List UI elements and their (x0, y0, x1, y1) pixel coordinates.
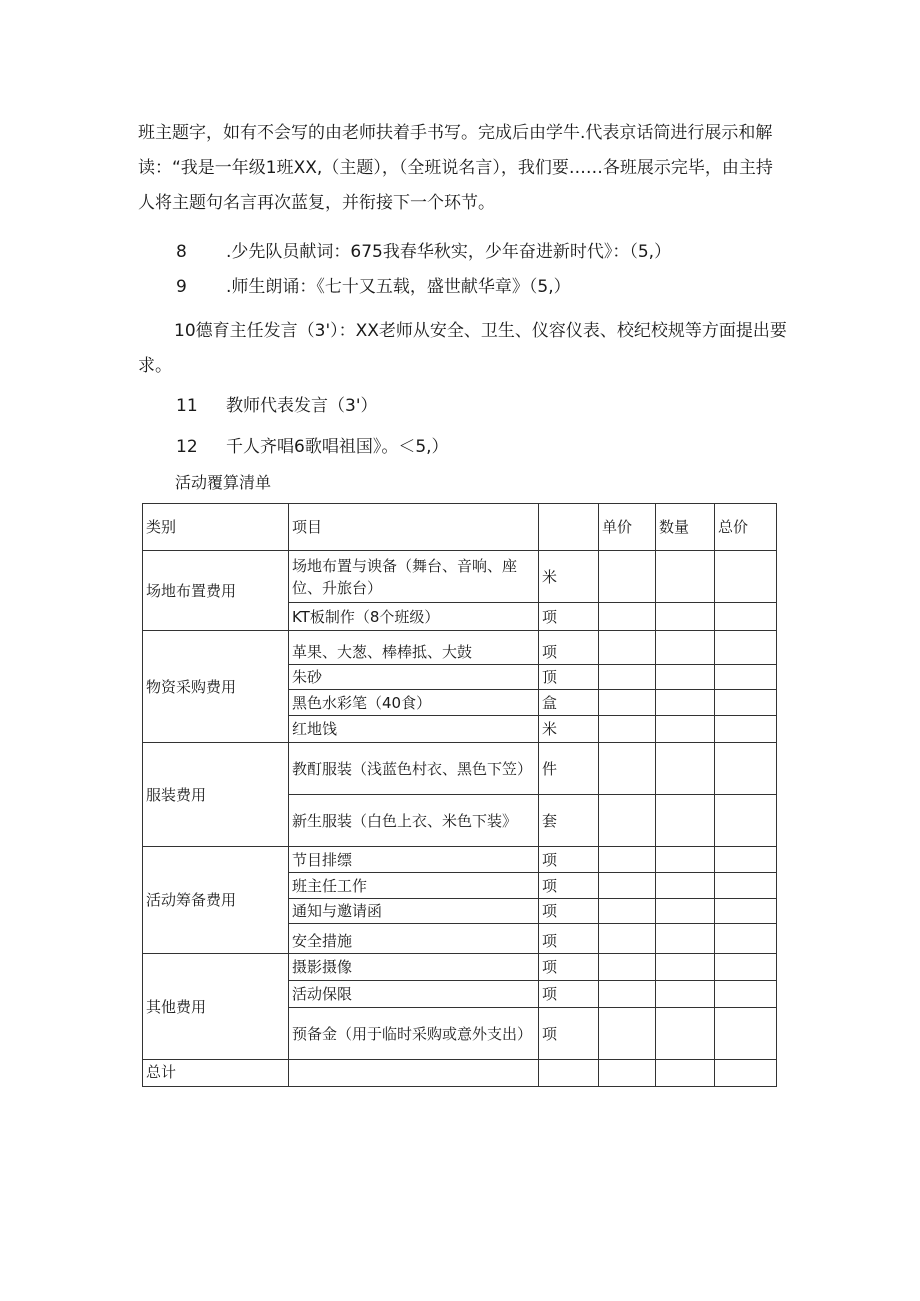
qty-cell (656, 981, 715, 1008)
unit-cell: 套 (539, 795, 599, 847)
total-cell (715, 899, 777, 924)
table-row (143, 743, 777, 795)
unit-cell: 米 (539, 716, 599, 743)
qty-cell (656, 954, 715, 981)
total-cell (715, 665, 777, 690)
total-cell (715, 924, 777, 954)
qty-cell (656, 690, 715, 716)
category-cell: 活动筹备费用 (143, 847, 289, 954)
item-cell: KT板制作（8个班级） (289, 603, 539, 631)
total-cell (715, 981, 777, 1008)
qty-cell (656, 716, 715, 743)
price-cell (599, 924, 656, 954)
price-cell (599, 795, 656, 847)
category-cell: 物资采购费用 (143, 631, 289, 743)
qty-cell (656, 1008, 715, 1060)
total-cell (715, 873, 777, 899)
total-cell (715, 954, 777, 981)
table-row (143, 954, 777, 981)
qty-cell (656, 873, 715, 899)
item-cell: 摄影摄像 (289, 954, 539, 981)
qty-cell (656, 743, 715, 795)
item-cell: 革果、大葱、棒棒抵、大鼓 (289, 631, 539, 665)
unit-cell: 米 (539, 551, 599, 603)
total-cell (715, 690, 777, 716)
qty-cell (656, 603, 715, 631)
price-cell (599, 716, 656, 743)
total-cell (715, 716, 777, 743)
item-8-text: .少先队员献词：675我春华秋实，少年奋进新时代》：（5,） (226, 242, 672, 262)
category-cell: 服装费用 (143, 743, 289, 847)
item-11-text: 教师代表发言（3'） (226, 396, 378, 416)
header-category: 类别 (143, 504, 289, 551)
total-qty-cell (656, 1060, 715, 1087)
item-cell: 红地饯 (289, 716, 539, 743)
item-8-number: 8 (176, 242, 187, 262)
table-row (143, 551, 777, 603)
item-cell: 新生服装（白色上衣、米色下装》 (289, 795, 539, 847)
header-unit (539, 504, 599, 551)
price-cell (599, 743, 656, 795)
item-cell: 场地布置与谀备（舞台、音响、座位、升旅台） (289, 551, 539, 603)
total-cell (715, 1008, 777, 1060)
price-cell (599, 665, 656, 690)
item-10-paragraph: 10德育主任发言（3'）：XX老师从安全、卫生、仪容仪表、校纪校规等方面提出要求。 (138, 321, 787, 376)
unit-cell: 件 (539, 743, 599, 795)
total-cell (715, 603, 777, 631)
unit-cell: 项 (539, 981, 599, 1008)
header-item: 项目 (289, 504, 539, 551)
total-total-cell (715, 1060, 777, 1087)
header-quantity: 数量 (656, 504, 715, 551)
table-row (143, 847, 777, 873)
item-cell: 班主任工作 (289, 873, 539, 899)
table-row (143, 631, 777, 665)
item-11-number: 11 (176, 396, 198, 416)
unit-cell: 顶 (539, 665, 599, 690)
intro-paragraph: 班主题字，如有不会写的由老师扶着手书写。完成后由学牛.代表京话筒进行展示和解读：“我是一年级1班XX,（主题），（全班说名言），我们要……各班展示完毕，由主持人将主题句名言再次蓝复，并衔接下一个环节。 (138, 123, 773, 213)
qty-cell (656, 551, 715, 603)
category-cell: 其他费用 (143, 954, 289, 1060)
price-cell (599, 1008, 656, 1060)
item-cell: 安全措施 (289, 924, 539, 954)
item-cell: 通知与邀请函 (289, 899, 539, 924)
unit-cell: 项 (539, 1008, 599, 1060)
item-cell: 预备金（用于临时采购或意外支出） (289, 1008, 539, 1060)
total-unit-cell (539, 1060, 599, 1087)
total-cell (715, 631, 777, 665)
unit-cell: 项 (539, 899, 599, 924)
price-cell (599, 954, 656, 981)
unit-cell: 项 (539, 603, 599, 631)
price-cell (599, 551, 656, 603)
total-price-cell (599, 1060, 656, 1087)
qty-cell (656, 924, 715, 954)
price-cell (599, 981, 656, 1008)
header-unit-price: 单价 (599, 504, 656, 551)
price-cell (599, 847, 656, 873)
total-cell (715, 743, 777, 795)
total-row (143, 1060, 777, 1087)
unit-cell: 项 (539, 924, 599, 954)
price-cell (599, 690, 656, 716)
item-cell: 教酊服装（浅蓝色村衣、黑色下笠） (289, 743, 539, 795)
category-cell: 场地布置费用 (143, 551, 289, 631)
unit-cell: 项 (539, 954, 599, 981)
total-item-cell (289, 1060, 539, 1087)
table-header-row (143, 504, 777, 551)
price-cell (599, 873, 656, 899)
price-cell (599, 603, 656, 631)
item-9-number: 9 (176, 277, 187, 297)
qty-cell (656, 665, 715, 690)
unit-cell: 盒 (539, 690, 599, 716)
price-cell (599, 899, 656, 924)
item-cell: 朱砂 (289, 665, 539, 690)
header-total-price: 总价 (715, 504, 777, 551)
unit-cell: 项 (539, 631, 599, 665)
qty-cell (656, 795, 715, 847)
qty-cell (656, 847, 715, 873)
item-12-number: 12 (176, 437, 198, 457)
qty-cell (656, 631, 715, 665)
unit-cell: 项 (539, 873, 599, 899)
item-cell: 节目排缥 (289, 847, 539, 873)
table-caption: 活动覆算清单 (175, 473, 272, 492)
total-label: 总计 (143, 1060, 289, 1087)
unit-cell: 项 (539, 847, 599, 873)
budget-table (142, 503, 777, 1087)
qty-cell (656, 899, 715, 924)
price-cell (599, 631, 656, 665)
item-9-text: .师生朗诵：《七十又五载，盛世献华章》（5,） (226, 277, 571, 297)
item-cell: 活动保限 (289, 981, 539, 1008)
item-cell: 黑色水彩笔（40食） (289, 690, 539, 716)
total-cell (715, 847, 777, 873)
total-cell (715, 551, 777, 603)
total-cell (715, 795, 777, 847)
item-12-text: 千人齐唱6歌唱祖国》。＜5,） (226, 437, 449, 457)
